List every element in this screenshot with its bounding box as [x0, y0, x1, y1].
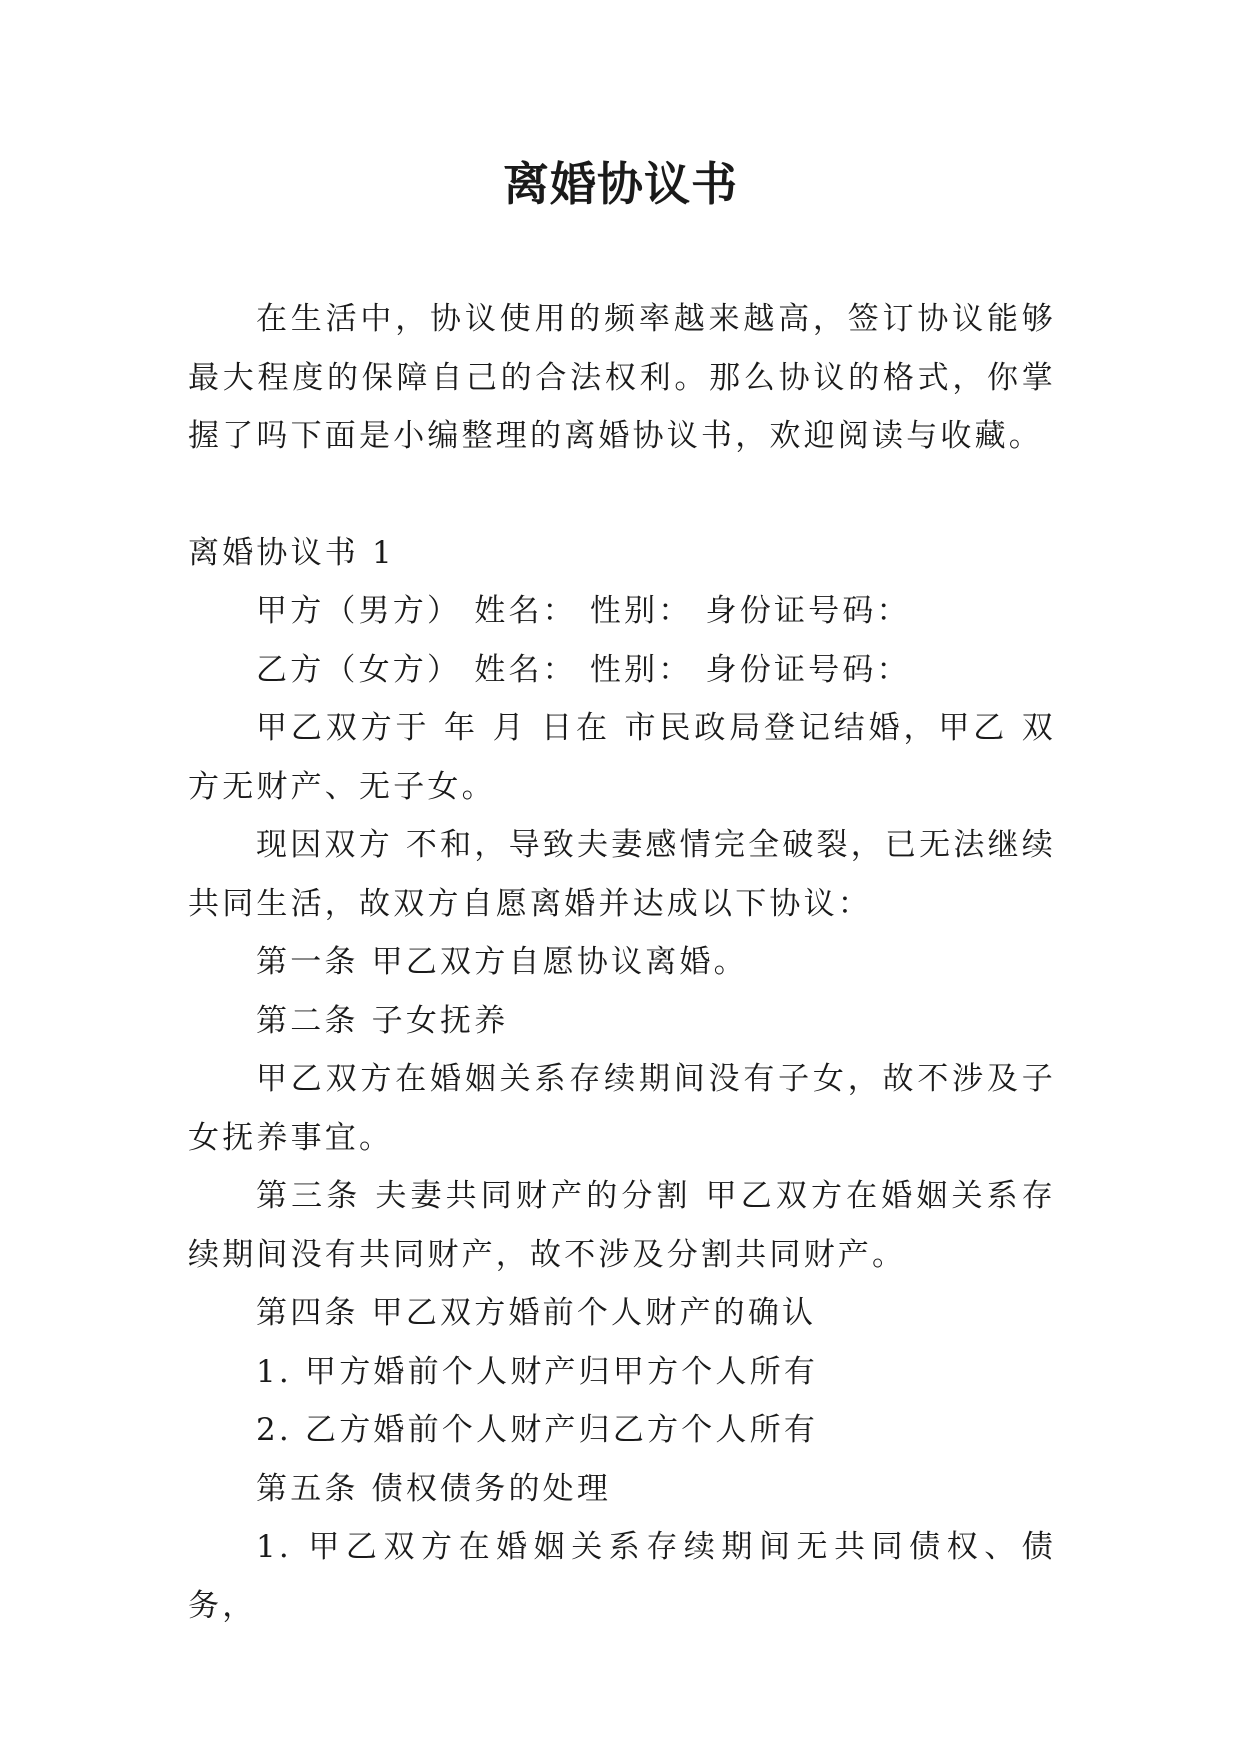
- document-title: 离婚协议书: [503, 157, 738, 211]
- article-2-heading: 第二条 子女抚养: [256, 1002, 509, 1039]
- party-a-line: 甲方（男方） 姓名： 性别： 身份证号码：: [256, 593, 911, 629]
- article-2-body: 甲乙双方在婚姻关系存续期间没有子女，故不涉及子女抚养事宜。: [188, 1061, 1056, 1156]
- divorce-reason-paragraph: 现因双方 不和，导致夫妻感情完全破裂，已无法继续共同生活，故双方自愿离婚并达成以下协议：: [188, 827, 1056, 922]
- paragraph-spacer: [188, 466, 1056, 524]
- article-5-item-1: 1. 甲乙双方在婚姻关系存续期间无共同债权、债务，: [188, 1529, 1056, 1624]
- section-heading: 离婚协议书 1: [188, 534, 395, 571]
- article-3: 第三条 夫妻共同财产的分割 甲乙双方在婚姻关系存续期间没有共同财产，故不涉及分割共同财产。: [188, 1178, 1056, 1273]
- article-4-item-2: 2. 乙方婚前个人财产归乙方个人所有: [256, 1412, 819, 1448]
- party-b-line: 乙方（女方） 姓名： 性别： 身份证号码：: [256, 651, 911, 688]
- intro-paragraph: 在生活中，协议使用的频率越来越高，签订协议能够最大程度的保障自己的合法权利。那么协议的格式，你掌握了吗下面是小编整理的离婚协议书，欢迎阅读与收藏。: [188, 301, 1056, 454]
- article-4-heading: 第四条 甲乙双方婚前个人财产的确认: [256, 1295, 817, 1331]
- article-5-heading: 第五条 债权债务的处理: [256, 1470, 612, 1507]
- document-body: [188, 290, 1056, 1635]
- marriage-registration-paragraph: 甲乙双方于 年 月 日在 市民政局登记结婚，甲乙 双方无财产、无子女。: [188, 710, 1056, 805]
- article-1: 第一条 甲乙双方自愿协议离婚。: [256, 944, 748, 980]
- article-4-item-1: 1. 甲方婚前个人财产归甲方个人所有: [256, 1353, 819, 1390]
